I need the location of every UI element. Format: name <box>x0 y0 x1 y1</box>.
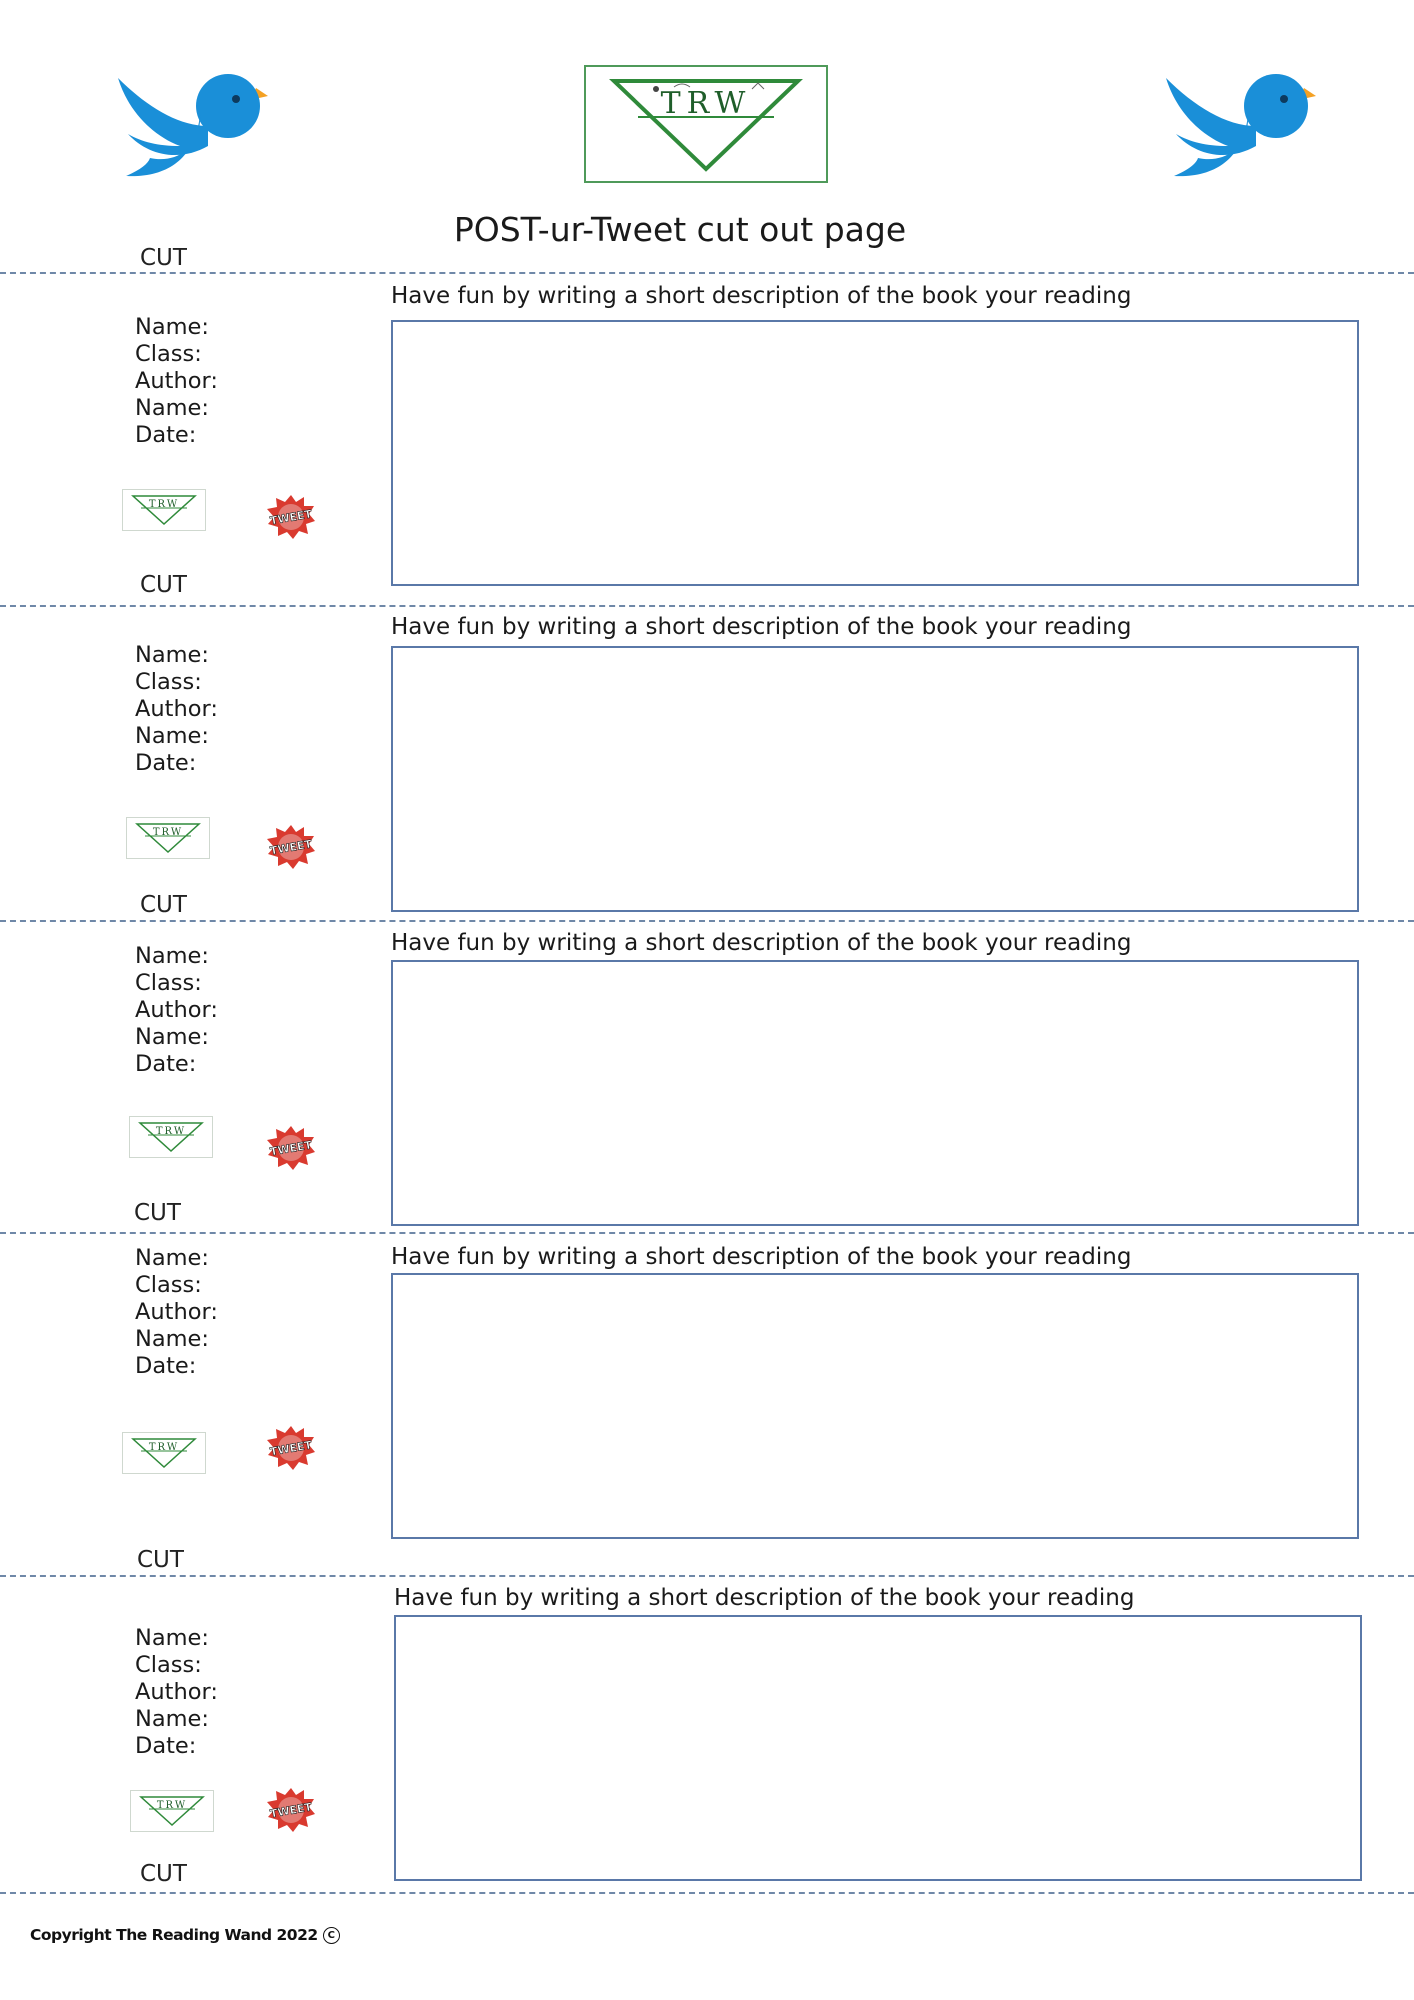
svg-text:TRW: TRW <box>148 1442 180 1453</box>
page-title: POST-ur-Tweet cut out page <box>453 210 907 249</box>
trw-logo <box>584 65 828 183</box>
cut-line <box>0 272 1414 274</box>
info-fields <box>135 314 218 449</box>
field-label: Class: <box>135 970 202 996</box>
field-label: Author: <box>135 368 218 394</box>
svg-text:TRW: TRW <box>155 1126 187 1137</box>
trw-logo-small <box>130 1790 214 1832</box>
field-label: Name: <box>135 642 209 668</box>
cut-label: CUT <box>137 1547 184 1573</box>
field-label: Author: <box>135 997 218 1023</box>
tweet-badge-icon <box>266 1125 316 1171</box>
field-label: Date: <box>135 1733 197 1759</box>
copyright-text: Copyright The Reading Wand 2022 C <box>30 1926 340 1944</box>
bird-icon <box>118 66 268 191</box>
svg-text:TRW: TRW <box>152 827 184 838</box>
description-prompt: Have fun by writing a short description of the book your reading <box>391 930 1132 956</box>
cut-label: CUT <box>140 1861 187 1887</box>
info-fields <box>135 1625 218 1760</box>
description-box[interactable] <box>391 960 1359 1226</box>
field-label: Author: <box>135 696 218 722</box>
cut-line <box>0 1232 1414 1234</box>
tweet-badge-icon <box>266 494 316 540</box>
field-label: Class: <box>135 669 202 695</box>
description-prompt: Have fun by writing a short description of the book your reading <box>391 1244 1132 1270</box>
trw-logo-small <box>122 489 206 531</box>
field-label: Author: <box>135 1679 218 1705</box>
cut-label: CUT <box>140 892 187 918</box>
copyright-icon: C <box>323 1927 340 1944</box>
field-label: Name: <box>135 1245 209 1271</box>
description-prompt: Have fun by writing a short description of the book your reading <box>394 1585 1135 1611</box>
bird-icon <box>1166 66 1316 191</box>
cut-line <box>0 605 1414 607</box>
description-prompt: Have fun by writing a short description of the book your reading <box>391 614 1132 640</box>
field-label: Date: <box>135 1353 197 1379</box>
field-label: Name: <box>135 1625 209 1651</box>
description-prompt: Have fun by writing a short description of the book your reading <box>391 283 1132 309</box>
svg-text:TWEET: TWEET <box>269 1800 313 1821</box>
description-box[interactable] <box>394 1615 1362 1881</box>
cut-line <box>0 920 1414 922</box>
field-label: Name: <box>135 314 209 340</box>
tweet-badge-icon <box>266 1425 316 1471</box>
field-label: Date: <box>135 1051 197 1077</box>
field-label: Date: <box>135 750 197 776</box>
cut-label: CUT <box>140 572 187 598</box>
field-label: Name: <box>135 943 209 969</box>
info-fields <box>135 1245 218 1380</box>
svg-text:TWEET: TWEET <box>269 507 313 528</box>
cut-line <box>0 1575 1414 1577</box>
field-label: Name: <box>135 1706 209 1732</box>
cut-label: CUT <box>140 245 187 271</box>
svg-text:TRW: TRW <box>156 1800 188 1811</box>
trw-logo-small <box>126 817 210 859</box>
field-label: Class: <box>135 1272 202 1298</box>
field-label: Name: <box>135 395 209 421</box>
svg-text:TWEET: TWEET <box>269 837 313 858</box>
field-label: Name: <box>135 1024 209 1050</box>
field-label: Class: <box>135 341 202 367</box>
info-fields <box>135 943 218 1078</box>
trw-logo-small <box>122 1432 206 1474</box>
tweet-badge-icon <box>266 1787 316 1833</box>
cut-label: CUT <box>134 1200 181 1226</box>
field-label: Name: <box>135 723 209 749</box>
field-label: Name: <box>135 1326 209 1352</box>
svg-text:TRW: TRW <box>660 86 752 121</box>
field-label: Class: <box>135 1652 202 1678</box>
description-box[interactable] <box>391 646 1359 912</box>
svg-text:TWEET: TWEET <box>269 1438 313 1459</box>
tweet-badge-icon <box>266 824 316 870</box>
svg-text:TRW: TRW <box>148 499 180 510</box>
svg-text:TWEET: TWEET <box>269 1138 313 1159</box>
info-fields <box>135 642 218 777</box>
description-box[interactable] <box>391 320 1359 586</box>
description-box[interactable] <box>391 1273 1359 1539</box>
field-label: Date: <box>135 422 197 448</box>
field-label: Author: <box>135 1299 218 1325</box>
trw-logo-small <box>129 1116 213 1158</box>
cut-line <box>0 1892 1414 1894</box>
